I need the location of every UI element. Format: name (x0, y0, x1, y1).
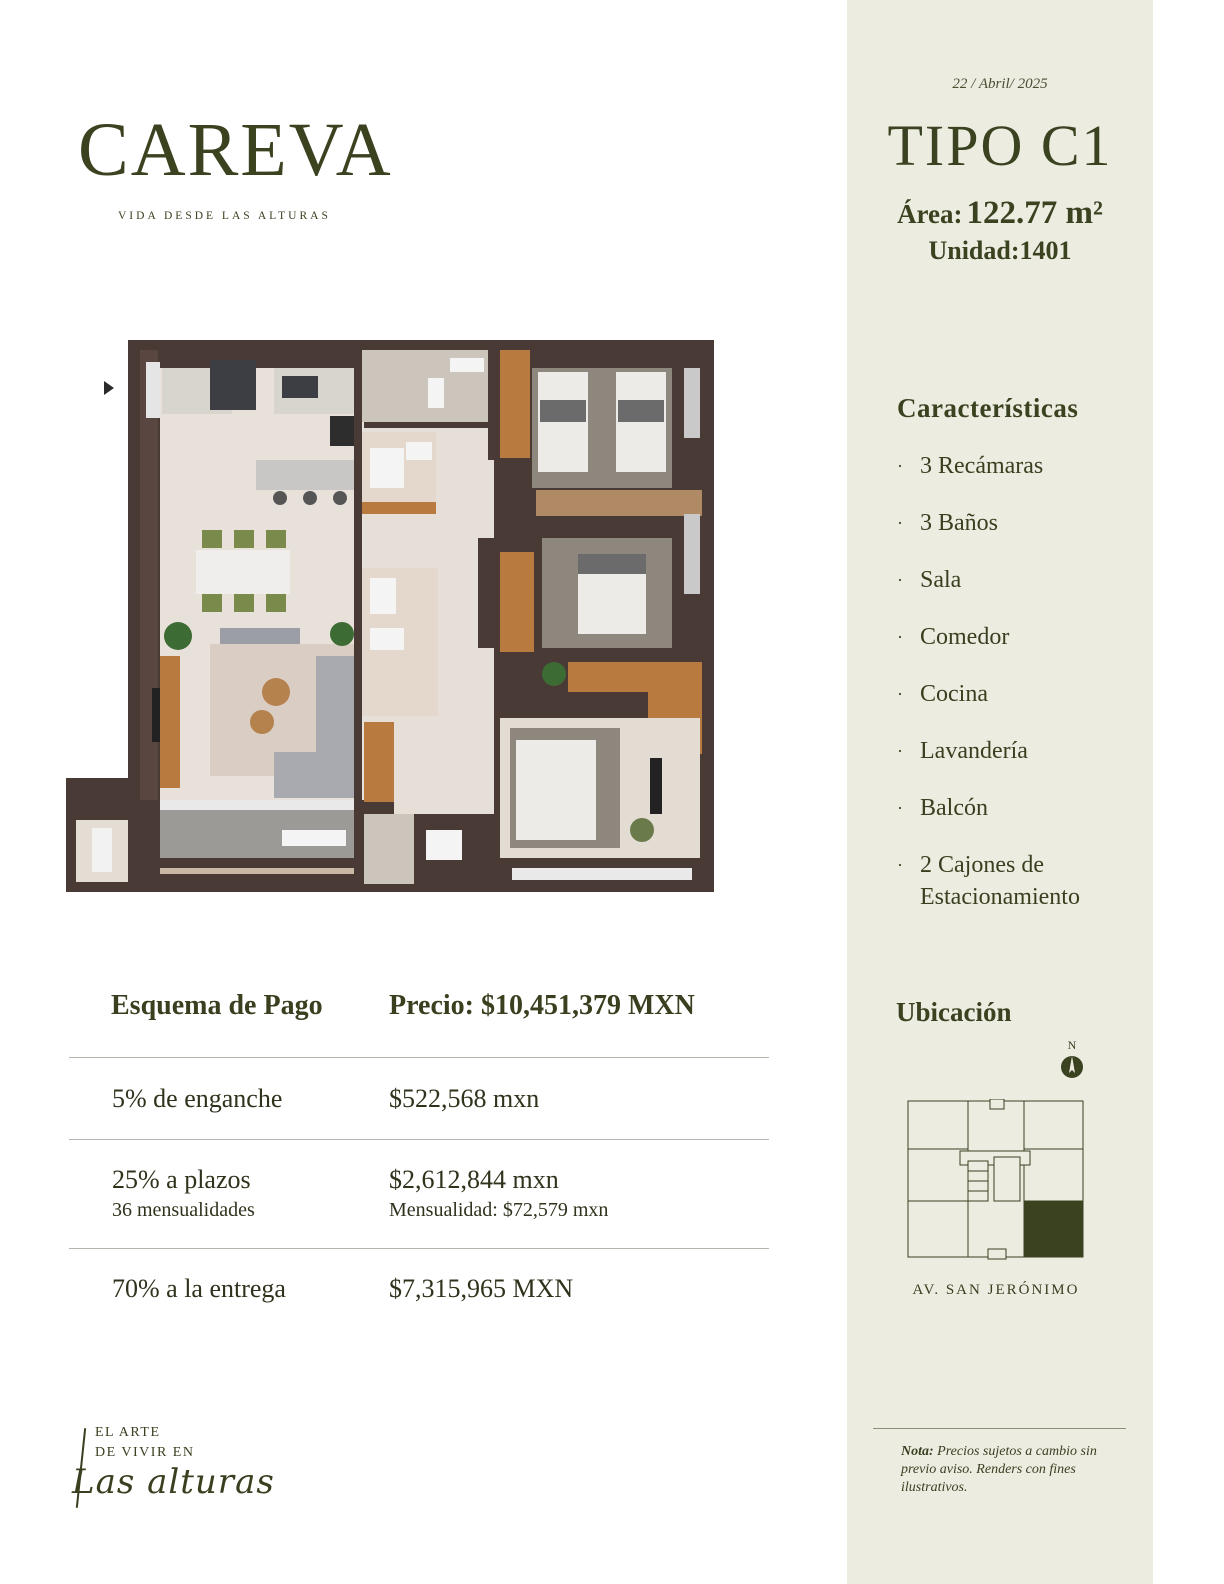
location-title: Ubicación (896, 997, 1012, 1027)
monthly-payment: Mensualidad: $72,579 mxn (389, 1199, 609, 1221)
document-date: 22 / Abril/ 2025 (952, 76, 1048, 92)
area-value: 122.77 m² (966, 195, 1103, 231)
down-payment-concept: 5% de enganche (112, 1084, 283, 1113)
slogan-script: Las alturas (72, 1462, 275, 1502)
delivery-concept: 70% a la entrega (112, 1274, 286, 1303)
slogan-line-1: EL ARTE (95, 1425, 161, 1440)
bullet-icon: · (897, 798, 903, 818)
location-site-map (906, 1099, 1086, 1261)
unit-area (847, 197, 1153, 230)
bullet-icon: · (897, 855, 903, 875)
north-label: N (1067, 1038, 1077, 1052)
slogan-line-2: DE VIVIR EN (95, 1445, 195, 1460)
unit-location-highlight (1024, 1201, 1083, 1257)
street-name: AV. SAN JERÓNIMO (912, 1282, 1080, 1298)
brand-tagline: VIDA DESDE LAS ALTURAS (118, 210, 331, 222)
bullet-icon: · (897, 627, 903, 647)
feature-item: · Cocina (897, 678, 1130, 710)
installments-amount: $2,612,844 mxn (389, 1165, 559, 1194)
row-divider (69, 1057, 769, 1058)
note-text: Precios sujetos a cambio sin previo aviso. Renders con fines ilustrativos. (901, 1444, 1097, 1495)
feature-item: · 3 Baños (897, 507, 1130, 539)
floor-plan-render (64, 338, 716, 898)
bullet-icon: · (897, 684, 903, 704)
features-title: Características (897, 393, 1079, 423)
careva-logo: CAREVA (78, 108, 393, 192)
unit-type-title: TIPO C1 (887, 113, 1113, 178)
bullet-icon: · (897, 513, 903, 533)
features-list (897, 450, 1130, 938)
delivery-amount: $7,315,965 MXN (389, 1274, 574, 1303)
note-label: Nota: (901, 1444, 934, 1459)
row-divider (69, 1139, 769, 1140)
area-label: Área: (897, 199, 963, 229)
bullet-icon: · (897, 456, 903, 476)
row-divider (69, 1248, 769, 1249)
feature-item: · Comedor (897, 621, 1130, 653)
bullet-icon: · (897, 741, 903, 761)
installments-concept: 25% a plazos (112, 1165, 251, 1194)
total-price: Precio: $10,451,379 MXN (389, 990, 695, 1021)
feature-item: · 3 Recámaras (897, 450, 1130, 482)
bullet-icon: · (897, 570, 903, 590)
feature-item: · Lavandería (897, 735, 1130, 767)
down-payment-amount: $522,568 mxn (389, 1084, 540, 1113)
installments-count: 36 mensualidades (112, 1199, 255, 1221)
note-divider (873, 1428, 1126, 1429)
payment-title: Esquema de Pago (111, 990, 323, 1021)
disclaimer-note (901, 1443, 1106, 1497)
slogan (95, 1423, 194, 1463)
north-compass-icon (1058, 1038, 1086, 1080)
feature-item: · 2 Cajones de Estacionamiento (897, 849, 1130, 913)
unit-number: Unidad:1401 (928, 236, 1072, 265)
feature-item: · Sala (897, 564, 1130, 596)
feature-item: · Balcón (897, 792, 1130, 824)
